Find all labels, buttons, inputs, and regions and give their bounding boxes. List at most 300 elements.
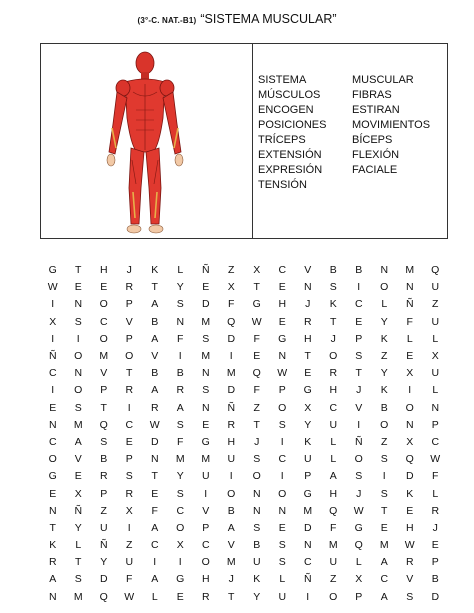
grid-letter[interactable]: G xyxy=(48,264,57,277)
grid-letter[interactable]: G xyxy=(303,384,312,397)
grid-letter[interactable]: T xyxy=(381,504,388,517)
grid-letter[interactable]: R xyxy=(405,556,414,569)
grid-letter[interactable]: M xyxy=(405,264,415,277)
grid-letter[interactable]: D xyxy=(201,298,210,311)
grid-letter[interactable]: E xyxy=(278,521,286,534)
grid-letter[interactable]: T xyxy=(126,367,133,380)
grid-letter[interactable]: C xyxy=(150,539,159,552)
grid-letter[interactable]: Z xyxy=(432,298,439,311)
grid-letter[interactable]: U xyxy=(329,556,338,569)
grid-letter[interactable]: C xyxy=(176,504,185,517)
grid-letter[interactable]: W xyxy=(124,590,135,603)
grid-letter[interactable]: O xyxy=(329,350,338,363)
grid-letter[interactable]: J xyxy=(228,573,234,586)
grid-letter[interactable]: G xyxy=(354,521,363,534)
grid-letter[interactable]: L xyxy=(406,332,413,345)
grid-letter[interactable]: M xyxy=(226,556,236,569)
grid-letter[interactable]: P xyxy=(202,521,210,534)
grid-letter[interactable]: I xyxy=(408,384,412,397)
grid-letter[interactable]: Z xyxy=(381,435,388,448)
grid-letter[interactable]: P xyxy=(431,556,439,569)
grid-letter[interactable]: I xyxy=(178,350,182,363)
grid-letter[interactable]: O xyxy=(227,487,236,500)
grid-letter[interactable]: G xyxy=(201,435,210,448)
grid-letter[interactable]: F xyxy=(253,332,260,345)
grid-letter[interactable]: Z xyxy=(100,504,107,517)
grid-letter[interactable]: I xyxy=(357,418,361,431)
grid-letter[interactable]: V xyxy=(151,350,159,363)
grid-letter[interactable]: S xyxy=(74,573,82,586)
grid-letter[interactable]: A xyxy=(151,521,159,534)
grid-letter[interactable]: J xyxy=(356,384,362,397)
grid-letter[interactable]: U xyxy=(431,367,440,380)
grid-letter[interactable]: R xyxy=(125,384,134,397)
grid-letter[interactable]: S xyxy=(125,470,133,483)
grid-letter[interactable]: Ñ xyxy=(201,264,210,277)
grid-letter[interactable]: E xyxy=(253,350,261,363)
grid-letter[interactable]: O xyxy=(74,384,83,397)
grid-letter[interactable]: E xyxy=(74,470,82,483)
grid-letter[interactable]: A xyxy=(176,401,184,414)
grid-letter[interactable]: X xyxy=(227,281,235,294)
grid-letter[interactable]: S xyxy=(253,453,261,466)
grid-letter[interactable]: Z xyxy=(381,350,388,363)
grid-letter[interactable]: E xyxy=(406,350,414,363)
grid-letter[interactable]: V xyxy=(202,504,210,517)
grid-letter[interactable]: X xyxy=(304,401,312,414)
grid-letter[interactable]: M xyxy=(201,350,211,363)
grid-letter[interactable]: Q xyxy=(99,418,108,431)
grid-letter[interactable]: R xyxy=(176,384,185,397)
grid-letter[interactable]: E xyxy=(304,367,312,380)
grid-letter[interactable]: J xyxy=(356,487,362,500)
grid-letter[interactable]: X xyxy=(406,367,414,380)
grid-letter[interactable]: B xyxy=(151,315,159,328)
grid-letter[interactable]: N xyxy=(48,590,57,603)
grid-letter[interactable]: N xyxy=(150,453,159,466)
grid-letter[interactable]: P xyxy=(355,332,363,345)
grid-letter[interactable]: M xyxy=(201,315,211,328)
grid-letter[interactable]: F xyxy=(228,298,235,311)
grid-letter[interactable]: Ñ xyxy=(74,504,83,517)
grid-letter[interactable]: S xyxy=(380,487,388,500)
grid-letter[interactable]: J xyxy=(305,298,311,311)
grid-letter[interactable]: I xyxy=(382,470,386,483)
grid-letter[interactable]: E xyxy=(406,504,414,517)
grid-letter[interactable]: Q xyxy=(354,539,363,552)
grid-letter[interactable]: X xyxy=(176,539,184,552)
grid-letter[interactable]: I xyxy=(76,332,80,345)
grid-letter[interactable]: C xyxy=(48,367,57,380)
grid-letter[interactable]: X xyxy=(74,487,82,500)
grid-letter[interactable]: H xyxy=(329,384,338,397)
grid-letter[interactable]: W xyxy=(47,281,58,294)
grid-letter[interactable]: U xyxy=(278,590,287,603)
grid-letter[interactable]: U xyxy=(252,556,261,569)
grid-letter[interactable]: S xyxy=(278,539,286,552)
grid-letter[interactable]: L xyxy=(330,435,337,448)
grid-letter[interactable]: W xyxy=(430,453,441,466)
grid-letter[interactable]: P xyxy=(100,487,108,500)
grid-letter[interactable]: R xyxy=(303,315,312,328)
grid-letter[interactable]: U xyxy=(431,315,440,328)
grid-letter[interactable]: F xyxy=(126,573,133,586)
grid-letter[interactable]: N xyxy=(201,401,210,414)
grid-letter[interactable]: N xyxy=(74,367,83,380)
grid-letter[interactable]: T xyxy=(355,367,362,380)
grid-letter[interactable]: F xyxy=(151,504,158,517)
grid-letter[interactable]: E xyxy=(49,401,57,414)
grid-letter[interactable]: S xyxy=(355,470,363,483)
grid-letter[interactable]: B xyxy=(253,539,261,552)
grid-letter[interactable]: S xyxy=(380,453,388,466)
grid-letter[interactable]: E xyxy=(151,487,159,500)
grid-letter[interactable]: T xyxy=(304,350,311,363)
grid-letter[interactable]: S xyxy=(253,521,261,534)
grid-letter[interactable]: N xyxy=(303,281,312,294)
grid-letter[interactable]: Ñ xyxy=(354,435,363,448)
grid-letter[interactable]: F xyxy=(330,521,337,534)
grid-letter[interactable]: I xyxy=(280,435,284,448)
grid-letter[interactable]: G xyxy=(303,487,312,500)
grid-letter[interactable]: G xyxy=(176,573,185,586)
grid-letter[interactable]: E xyxy=(380,521,388,534)
grid-letter[interactable]: T xyxy=(151,281,158,294)
grid-letter[interactable]: P xyxy=(125,298,133,311)
grid-letter[interactable]: N xyxy=(303,539,312,552)
grid-letter[interactable]: C xyxy=(201,539,210,552)
grid-letter[interactable]: V xyxy=(304,264,312,277)
grid-letter[interactable]: L xyxy=(151,590,158,603)
grid-letter[interactable]: T xyxy=(75,264,82,277)
grid-letter[interactable]: Q xyxy=(329,504,338,517)
grid-letter[interactable]: I xyxy=(229,350,233,363)
grid-letter[interactable]: E xyxy=(202,418,210,431)
grid-letter[interactable]: H xyxy=(278,298,287,311)
grid-letter[interactable]: Z xyxy=(228,264,235,277)
grid-letter[interactable]: O xyxy=(201,556,210,569)
grid-letter[interactable]: E xyxy=(355,315,363,328)
grid-letter[interactable]: T xyxy=(151,470,158,483)
grid-letter[interactable]: K xyxy=(329,298,337,311)
grid-letter[interactable]: B xyxy=(227,504,235,517)
grid-letter[interactable]: C xyxy=(431,435,440,448)
grid-letter[interactable]: V xyxy=(227,539,235,552)
grid-letter[interactable]: N xyxy=(278,504,287,517)
grid-letter[interactable]: Y xyxy=(380,315,388,328)
grid-letter[interactable]: X xyxy=(406,435,414,448)
grid-letter[interactable]: O xyxy=(176,521,185,534)
grid-letter[interactable]: F xyxy=(432,470,439,483)
grid-letter[interactable]: K xyxy=(380,384,388,397)
grid-letter[interactable]: Y xyxy=(74,521,82,534)
grid-letter[interactable]: V xyxy=(100,367,108,380)
grid-letter[interactable]: X xyxy=(355,573,363,586)
grid-letter[interactable]: V xyxy=(125,315,133,328)
grid-letter[interactable]: S xyxy=(74,401,82,414)
grid-letter[interactable]: C xyxy=(278,264,287,277)
grid-letter[interactable]: D xyxy=(431,590,440,603)
grid-letter[interactable]: B xyxy=(329,264,337,277)
grid-letter[interactable]: F xyxy=(177,332,184,345)
grid-letter[interactable]: K xyxy=(406,487,414,500)
grid-letter[interactable]: Ñ xyxy=(227,401,236,414)
grid-letter[interactable]: D xyxy=(227,332,236,345)
grid-letter[interactable]: N xyxy=(405,281,414,294)
grid-letter[interactable]: I xyxy=(280,470,284,483)
grid-letter[interactable]: H xyxy=(99,264,108,277)
grid-letter[interactable]: S xyxy=(202,384,210,397)
grid-letter[interactable]: H xyxy=(303,332,312,345)
grid-letter[interactable]: Y xyxy=(253,590,261,603)
grid-letter[interactable]: W xyxy=(404,539,415,552)
grid-letter[interactable]: B xyxy=(355,264,363,277)
grid-letter[interactable]: K xyxy=(151,264,159,277)
grid-letter[interactable]: S xyxy=(278,556,286,569)
grid-letter[interactable]: D xyxy=(303,521,312,534)
grid-letter[interactable]: T xyxy=(75,556,82,569)
grid-letter[interactable]: W xyxy=(149,418,160,431)
grid-letter[interactable]: Ñ xyxy=(99,539,108,552)
grid-letter[interactable]: N xyxy=(48,418,57,431)
grid-letter[interactable]: N xyxy=(252,504,261,517)
grid-letter[interactable]: Y xyxy=(176,281,184,294)
grid-letter[interactable]: C xyxy=(303,556,312,569)
grid-letter[interactable]: Z xyxy=(126,539,133,552)
grid-letter[interactable]: M xyxy=(73,590,83,603)
grid-letter[interactable]: N xyxy=(201,367,210,380)
grid-letter[interactable]: E xyxy=(49,487,57,500)
grid-letter[interactable]: F xyxy=(177,435,184,448)
grid-letter[interactable]: B xyxy=(380,401,388,414)
grid-letter[interactable]: J xyxy=(126,264,132,277)
grid-letter[interactable]: R xyxy=(431,504,440,517)
grid-letter[interactable]: S xyxy=(278,418,286,431)
grid-letter[interactable]: S xyxy=(176,418,184,431)
grid-letter[interactable]: I xyxy=(229,470,233,483)
grid-letter[interactable]: U xyxy=(227,453,236,466)
grid-letter[interactable]: O xyxy=(74,350,83,363)
grid-letter[interactable]: X xyxy=(125,504,133,517)
grid-letter[interactable]: O xyxy=(48,453,57,466)
grid-letter[interactable]: O xyxy=(99,298,108,311)
grid-letter[interactable]: H xyxy=(405,521,414,534)
grid-letter[interactable]: H xyxy=(201,573,210,586)
grid-letter[interactable]: S xyxy=(100,435,108,448)
grid-letter[interactable]: P xyxy=(278,384,286,397)
grid-letter[interactable]: N xyxy=(405,418,414,431)
grid-letter[interactable]: E xyxy=(100,281,108,294)
grid-letter[interactable]: Y xyxy=(100,556,108,569)
grid-letter[interactable]: B xyxy=(176,367,184,380)
grid-letter[interactable]: Y xyxy=(176,470,184,483)
grid-letter[interactable]: Q xyxy=(405,453,414,466)
grid-letter[interactable]: C xyxy=(125,418,134,431)
grid-letter[interactable]: T xyxy=(253,418,260,431)
grid-letter[interactable]: T xyxy=(253,281,260,294)
grid-letter[interactable]: S xyxy=(406,590,414,603)
grid-letter[interactable]: Q xyxy=(431,264,440,277)
grid-letter[interactable]: R xyxy=(125,281,134,294)
grid-letter[interactable]: W xyxy=(353,504,364,517)
grid-letter[interactable]: B xyxy=(151,367,159,380)
grid-letter[interactable]: X xyxy=(49,315,57,328)
grid-letter[interactable]: O xyxy=(405,401,414,414)
grid-letter[interactable]: J xyxy=(254,435,260,448)
grid-letter[interactable]: J xyxy=(330,332,336,345)
grid-letter[interactable]: T xyxy=(228,590,235,603)
grid-letter[interactable]: G xyxy=(48,470,57,483)
grid-letter[interactable]: V xyxy=(355,401,363,414)
grid-letter[interactable]: L xyxy=(432,384,439,397)
grid-letter[interactable]: L xyxy=(381,298,388,311)
grid-letter[interactable]: I xyxy=(357,281,361,294)
grid-letter[interactable]: O xyxy=(380,281,389,294)
grid-letter[interactable]: O xyxy=(278,401,287,414)
grid-letter[interactable]: N xyxy=(74,298,83,311)
grid-letter[interactable]: V xyxy=(74,453,82,466)
grid-letter[interactable]: R xyxy=(48,556,57,569)
grid-letter[interactable]: S xyxy=(355,350,363,363)
grid-letter[interactable]: Q xyxy=(252,367,261,380)
grid-letter[interactable]: I xyxy=(178,556,182,569)
grid-letter[interactable]: E xyxy=(431,539,439,552)
grid-letter[interactable]: C xyxy=(99,315,108,328)
grid-letter[interactable]: T xyxy=(49,521,56,534)
grid-letter[interactable]: M xyxy=(226,367,236,380)
grid-letter[interactable]: O xyxy=(278,487,287,500)
grid-letter[interactable]: S xyxy=(329,281,337,294)
grid-letter[interactable]: U xyxy=(99,521,108,534)
grid-letter[interactable]: O xyxy=(354,453,363,466)
grid-letter[interactable]: P xyxy=(100,384,108,397)
grid-letter[interactable]: T xyxy=(100,401,107,414)
grid-letter[interactable]: C xyxy=(354,298,363,311)
grid-letter[interactable]: C xyxy=(380,573,389,586)
grid-letter[interactable]: D xyxy=(227,384,236,397)
grid-letter[interactable]: L xyxy=(432,487,439,500)
grid-letter[interactable]: M xyxy=(201,453,211,466)
grid-letter[interactable]: R xyxy=(125,487,134,500)
grid-letter[interactable]: M xyxy=(175,453,185,466)
grid-letter[interactable]: I xyxy=(127,521,131,534)
grid-letter[interactable]: W xyxy=(277,367,288,380)
grid-letter[interactable]: R xyxy=(150,401,159,414)
grid-letter[interactable]: I xyxy=(153,556,157,569)
grid-letter[interactable]: A xyxy=(151,332,159,345)
grid-letter[interactable]: F xyxy=(406,315,413,328)
grid-letter[interactable]: W xyxy=(251,315,262,328)
grid-letter[interactable]: E xyxy=(74,281,82,294)
grid-letter[interactable]: P xyxy=(431,418,439,431)
grid-letter[interactable]: A xyxy=(151,298,159,311)
grid-letter[interactable]: A xyxy=(227,521,235,534)
grid-letter[interactable]: D xyxy=(150,435,159,448)
grid-letter[interactable]: R xyxy=(329,367,338,380)
grid-letter[interactable]: I xyxy=(306,590,310,603)
grid-letter[interactable]: I xyxy=(51,332,55,345)
grid-letter[interactable]: B xyxy=(431,573,439,586)
grid-letter[interactable]: E xyxy=(202,281,210,294)
grid-letter[interactable]: E xyxy=(125,435,133,448)
grid-letter[interactable]: P xyxy=(125,332,133,345)
grid-letter[interactable]: E xyxy=(278,281,286,294)
grid-letter[interactable]: O xyxy=(380,418,389,431)
grid-letter[interactable]: B xyxy=(100,453,108,466)
grid-letter[interactable]: G xyxy=(278,332,287,345)
grid-letter[interactable]: A xyxy=(151,384,159,397)
grid-letter[interactable]: A xyxy=(380,590,388,603)
grid-letter[interactable]: O xyxy=(99,332,108,345)
grid-letter[interactable]: M xyxy=(379,539,389,552)
grid-letter[interactable]: Ñ xyxy=(405,298,414,311)
grid-letter[interactable]: U xyxy=(431,281,440,294)
grid-letter[interactable]: N xyxy=(278,350,287,363)
grid-letter[interactable]: O xyxy=(125,350,134,363)
grid-letter[interactable]: U xyxy=(201,470,210,483)
grid-letter[interactable]: P xyxy=(304,470,312,483)
grid-letter[interactable]: M xyxy=(328,539,338,552)
grid-letter[interactable]: E xyxy=(278,315,286,328)
grid-letter[interactable]: Ñ xyxy=(48,350,57,363)
grid-letter[interactable]: L xyxy=(330,453,337,466)
grid-letter[interactable]: N xyxy=(252,487,261,500)
grid-letter[interactable]: Y xyxy=(380,367,388,380)
grid-letter[interactable]: S xyxy=(202,332,210,345)
grid-letter[interactable]: C xyxy=(329,401,338,414)
grid-letter[interactable]: T xyxy=(330,315,337,328)
grid-letter[interactable]: E xyxy=(176,590,184,603)
grid-letter[interactable]: R xyxy=(227,418,236,431)
grid-letter[interactable]: U xyxy=(329,418,338,431)
grid-letter[interactable]: H xyxy=(329,487,338,500)
grid-letter[interactable]: L xyxy=(177,264,184,277)
grid-letter[interactable]: M xyxy=(73,418,83,431)
grid-letter[interactable]: M xyxy=(99,350,109,363)
grid-letter[interactable]: X xyxy=(431,350,439,363)
grid-letter[interactable]: K xyxy=(304,435,312,448)
grid-letter[interactable]: K xyxy=(380,332,388,345)
grid-letter[interactable]: I xyxy=(127,401,131,414)
grid-letter[interactable]: L xyxy=(355,556,362,569)
grid-letter[interactable]: D xyxy=(99,573,108,586)
grid-letter[interactable]: O xyxy=(252,470,261,483)
grid-letter[interactable]: F xyxy=(253,384,260,397)
grid-letter[interactable]: I xyxy=(204,487,208,500)
grid-letter[interactable]: L xyxy=(432,332,439,345)
grid-letter[interactable]: X xyxy=(253,264,261,277)
grid-letter[interactable]: H xyxy=(227,435,236,448)
grid-letter[interactable]: S xyxy=(176,298,184,311)
grid-letter[interactable]: R xyxy=(201,590,210,603)
grid-letter[interactable]: U xyxy=(125,556,134,569)
grid-letter[interactable]: M xyxy=(303,504,313,517)
grid-letter[interactable]: Y xyxy=(304,418,312,431)
grid-letter[interactable]: P xyxy=(355,590,363,603)
grid-letter[interactable]: K xyxy=(49,539,57,552)
grid-letter[interactable]: A xyxy=(151,573,159,586)
grid-letter[interactable]: I xyxy=(51,298,55,311)
grid-letter[interactable]: L xyxy=(279,573,286,586)
grid-letter[interactable]: U xyxy=(303,453,312,466)
grid-letter[interactable]: Z xyxy=(330,573,337,586)
grid-letter[interactable]: Q xyxy=(99,590,108,603)
grid-letter[interactable]: N xyxy=(431,401,440,414)
grid-letter[interactable]: A xyxy=(380,556,388,569)
grid-letter[interactable]: R xyxy=(99,470,108,483)
grid-letter[interactable]: N xyxy=(380,264,389,277)
grid-letter[interactable]: C xyxy=(278,453,287,466)
